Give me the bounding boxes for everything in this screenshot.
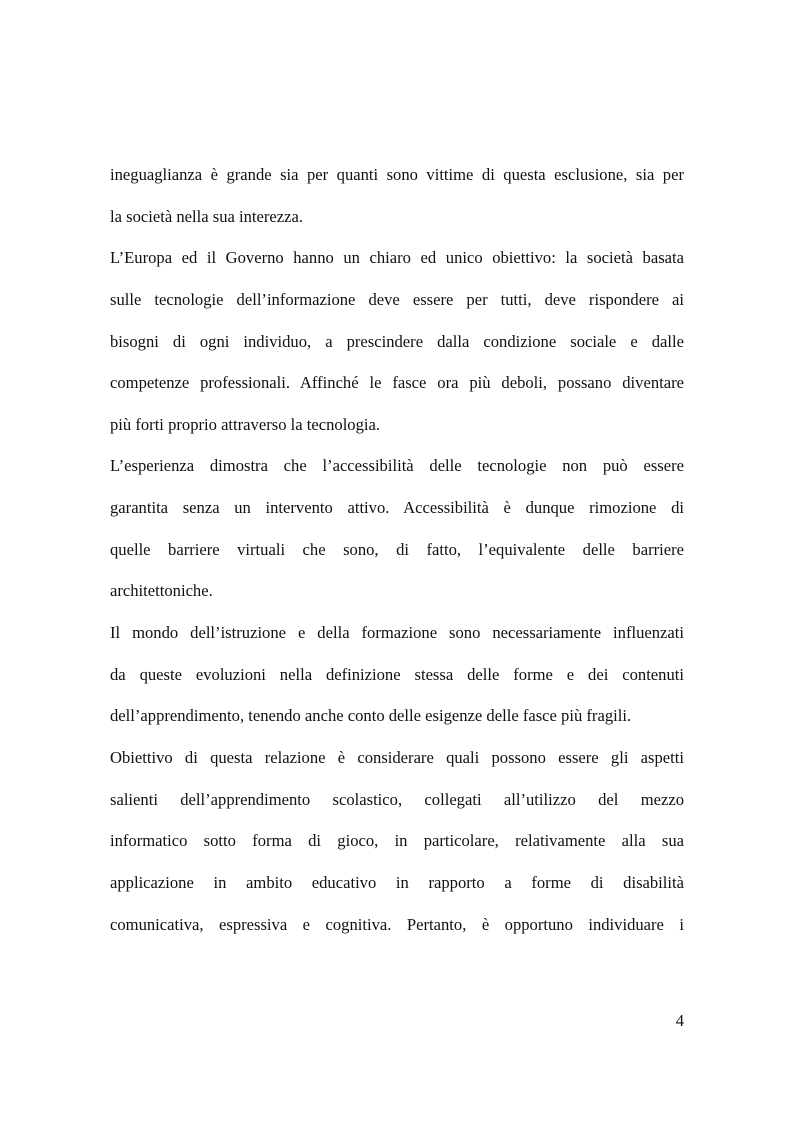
paragraph-1 [110, 154, 684, 237]
text-line: più forti proprio attraverso la tecnologia. [110, 414, 381, 434]
text-line: da queste evoluzioni nella definizione stessa delle forme e dei contenuti [110, 664, 684, 684]
paragraph-3 [110, 445, 684, 612]
text-line: Il mondo dell’istruzione e della formazione sono necessariamente influenzati [110, 623, 684, 643]
text-line: Obiettivo di questa relazione è considerare quali possono essere gli aspetti [110, 747, 684, 767]
paragraph-4 [110, 612, 684, 737]
text-line: applicazione in ambito educativo in rapporto a forme di disabilità [110, 872, 684, 892]
text-line: quelle barriere virtuali che sono, di fatto, l’equivalente delle barriere [110, 539, 684, 559]
text-line: architettoniche. [110, 581, 213, 601]
text-line: L’Europa ed il Governo hanno un chiaro ed unico obiettivo: la società basata [110, 248, 684, 268]
paragraph-5 [110, 737, 684, 945]
text-line: dell’apprendimento, tenendo anche conto delle esigenze delle fasce più fragili. [110, 706, 632, 726]
text-line: sulle tecnologie dell’informazione deve essere per tutti, deve rispondere ai [110, 289, 684, 309]
text-line: informatico sotto forma di gioco, in particolare, relativamente alla sua [110, 831, 684, 851]
paragraph-2 [110, 237, 684, 445]
text-line: L’esperienza dimostra che l’accessibilità delle tecnologie non può essere [110, 456, 684, 476]
text-line: la società nella sua interezza. [110, 206, 304, 226]
text-line: garantita senza un intervento attivo. Accessibilità è dunque rimozione di [110, 498, 684, 518]
text-line: competenze professionali. Affinché le fasce ora più deboli, possano diventare [110, 373, 684, 393]
text-line: ineguaglianza è grande sia per quanti sono vittime di questa esclusione, sia per [110, 165, 684, 184]
page-number: 4 [675, 1011, 684, 1030]
text-line: bisogni di ogni individuo, a prescindere dalla condizione sociale e dalle [110, 331, 684, 351]
body-text [110, 154, 684, 945]
text-line: salienti dell’apprendimento scolastico, collegati all’utilizzo del mezzo [110, 789, 684, 809]
text-line: comunicativa, espressiva e cognitiva. Pertanto, è opportuno individuare i [110, 914, 684, 934]
